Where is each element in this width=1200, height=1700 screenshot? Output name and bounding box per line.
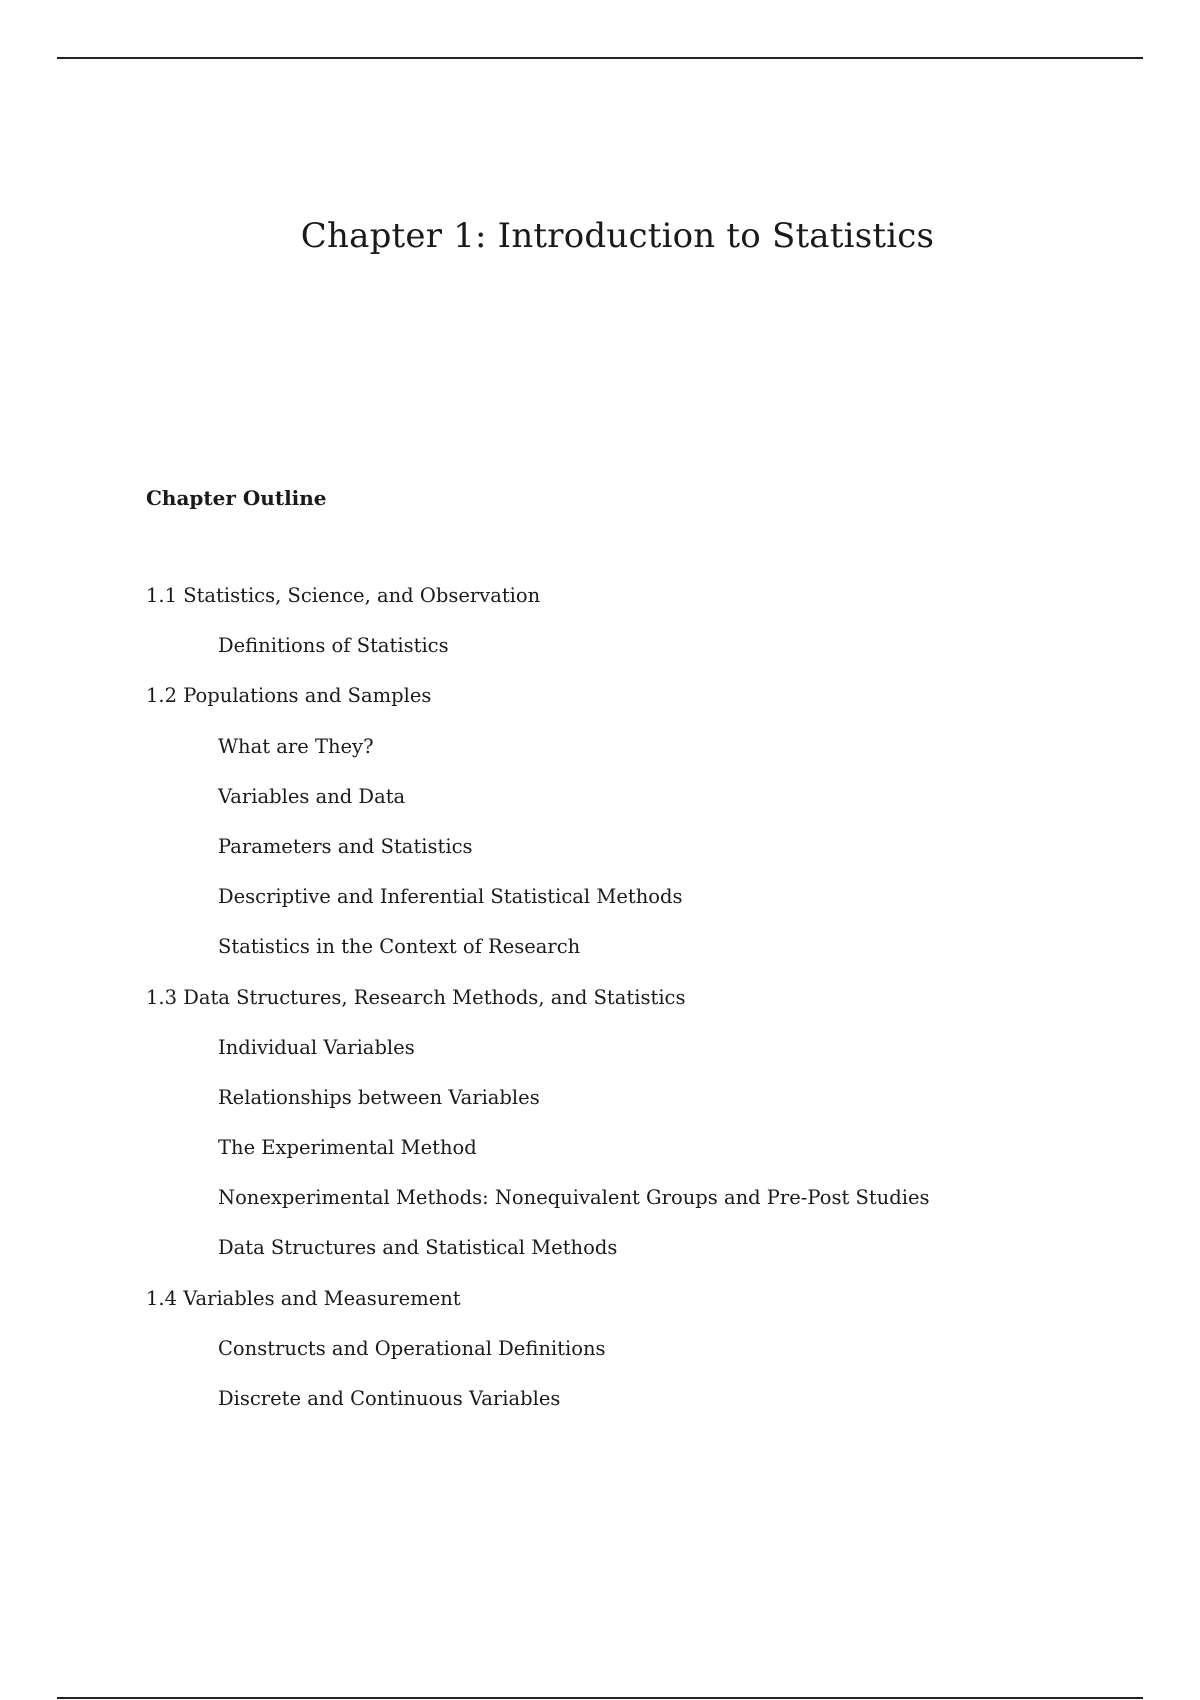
footer-rule: [57, 1697, 1143, 1699]
header-rule: [57, 57, 1143, 59]
outline-subsection: Relationships between Variables: [218, 1085, 540, 1109]
outline-section: 1.3 Data Structures, Research Methods, and Statistics: [146, 985, 686, 1009]
outline-subsection: Parameters and Statistics: [218, 834, 473, 858]
chapter-outline-list: [146, 582, 930, 1435]
outline-section: 1.2 Populations and Samples: [146, 684, 432, 708]
chapter-title: Chapter 1: Introduction to Statistics: [300, 216, 935, 256]
outline-section: 1.1 Statistics, Science, and Observation: [146, 584, 541, 607]
outline-subsection: Variables and Data: [218, 784, 406, 808]
outline-subsection: Descriptive and Inferential Statistical Methods: [218, 885, 683, 909]
outline-subsection: The Experimental Method: [218, 1136, 477, 1160]
outline-subsection: Individual Variables: [218, 1035, 415, 1059]
outline-subsection: What are They?: [218, 734, 374, 758]
outline-section: 1.4 Variables and Measurement: [146, 1286, 461, 1310]
outline-heading: Chapter Outline: [146, 486, 327, 510]
outline-subsection: Definitions of Statistics: [218, 634, 449, 658]
outline-subsection: Nonexperimental Methods: Nonequivalent Groups and Pre-Post Studies: [218, 1186, 930, 1210]
outline-subsection: Statistics in the Context of Research: [218, 935, 581, 959]
outline-subsection: Discrete and Continuous Variables: [218, 1387, 561, 1410]
outline-subsection: Data Structures and Statistical Methods: [218, 1236, 618, 1260]
outline-subsection: Constructs and Operational Definitions: [218, 1336, 606, 1360]
